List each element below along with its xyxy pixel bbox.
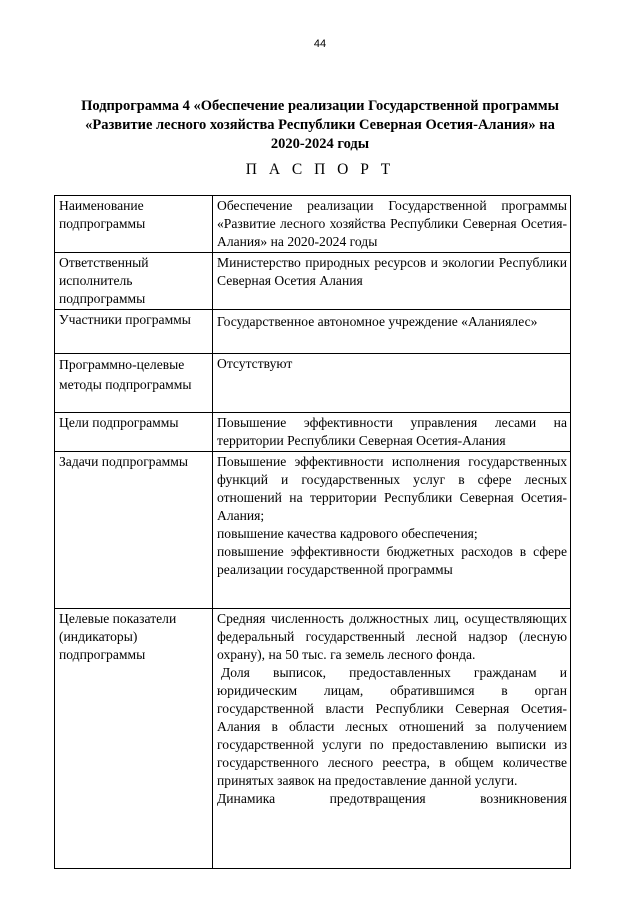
value-paragraph: Отсутствуют [217, 356, 293, 371]
value-paragraph: Средняя численность должностных лиц, осуществляющих федеральный государственный лесной надзор (лесную охрану), на 50 тыс. га земель лесного фонда. [217, 611, 567, 662]
table-row [55, 310, 571, 354]
passport-heading: П А С П О Р Т [245, 161, 395, 178]
row-value [213, 310, 571, 354]
value-paragraph: повышение эффективности бюджетных расходов в сфере реализации государственной программы [217, 544, 567, 577]
value-paragraph: Повышение эффективности исполнения государственных функций и государственных услуг в сфере лесных отношений на территории Республики Северная Осетия-Алания; [217, 454, 567, 523]
row-value [213, 196, 571, 253]
row-label: Участники программы [55, 310, 213, 354]
row-label: Наименование подпрограммы [55, 196, 213, 253]
table-row [55, 452, 571, 609]
row-value [213, 354, 571, 413]
value-paragraph: Динамика предотвращения возникновения [217, 791, 567, 806]
row-label: Цели подпрограммы [55, 413, 213, 452]
table-row [55, 253, 571, 310]
row-value [213, 452, 571, 609]
row-value [213, 253, 571, 310]
table-row [55, 196, 571, 253]
row-value [213, 609, 571, 869]
value-paragraph: Повышение эффективности управления лесами на территории Республики Северная Осетия-Алания [217, 415, 567, 448]
page-number: 44 [313, 38, 327, 50]
row-value [213, 413, 571, 452]
title-line: «Развитие лесного хозяйства Республики Северная Осетия-Алания» на [85, 117, 555, 133]
value-paragraph: Обеспечение реализации Государственной программы «Развитие лесного хозяйства Республики Северная Осетия-Алания» на 2020-2024 годы [217, 198, 567, 249]
value-paragraph: Доля выписок, предоставленных гражданам и юридическим лицам, обратившимся в орган государственной власти Республики Северная Осетия-Алания в области лесных отношений за получением государственной услуги по предоставлению выписки из государственного лесного реестра, в общем количестве принятых заявок на предоставление данной услуги. [217, 665, 567, 788]
table-row [55, 354, 571, 413]
table-row [55, 609, 571, 869]
value-paragraph: Государственное автономное учреждение «Аланиялес» [217, 314, 538, 329]
title-line: 2020-2024 годы [270, 136, 370, 152]
document-title [60, 97, 580, 154]
row-label: Программно-целевые методы подпрограммы [55, 354, 213, 413]
value-paragraph: Министерство природных ресурсов и экологии Республики Северная Осетия Алания [217, 255, 567, 288]
row-label: Ответственный исполнитель подпрограммы [55, 253, 213, 310]
passport-table [54, 195, 571, 869]
title-line: Подпрограмма 4 «Обеспечение реализации Государственной программы [81, 98, 559, 114]
row-label: Целевые показатели (индикаторы) подпрограммы [55, 609, 213, 869]
row-label: Задачи подпрограммы [55, 452, 213, 609]
value-paragraph: повышение качества кадрового обеспечения; [217, 526, 478, 541]
table-row [55, 413, 571, 452]
